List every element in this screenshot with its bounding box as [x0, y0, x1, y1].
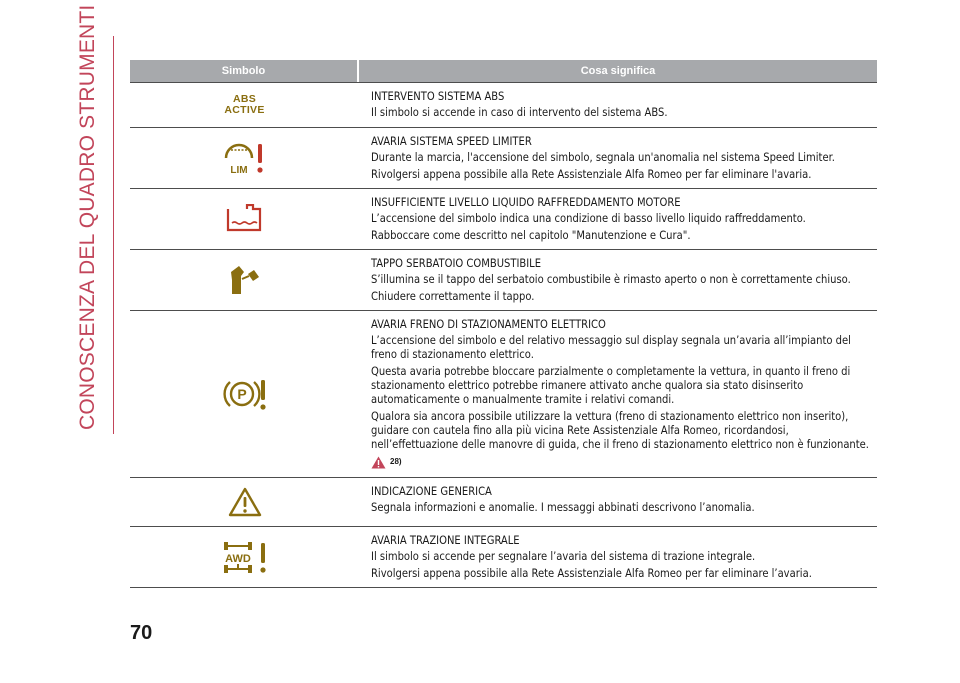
- symbol-cell: [130, 250, 359, 310]
- meaning-cell: [359, 83, 877, 127]
- row-title: INTERVENTO SISTEMA ABS: [371, 90, 505, 103]
- row-text: Il simbolo si accende per segnalare l’avaria del sistema di trazione integrale.: [371, 550, 756, 563]
- header-meaning: Cosa significa: [359, 60, 877, 82]
- row-text: Rabboccare come descritto nel capitolo "Manutenzione e Cura".: [371, 229, 691, 242]
- row-title: AVARIA SISTEMA SPEED LIMITER: [371, 135, 532, 148]
- meaning-cell: [359, 128, 877, 188]
- row-text: S’illumina se il tappo del serbatoio combustibile è rimasto aperto o non è correttamente chiuso.: [371, 273, 851, 286]
- speed-limiter-fault-icon: [222, 140, 268, 176]
- row-text: L’accensione del simbolo indica una condizione di basso livello liquido raffreddamento.: [371, 212, 806, 225]
- symbol-cell: [130, 83, 359, 127]
- row-title: INSUFFICIENTE LIVELLO LIQUIDO RAFFREDDAMENTO MOTORE: [371, 196, 681, 209]
- meaning-cell: [359, 189, 877, 249]
- table-row: [130, 250, 877, 311]
- row-text: Rivolgersi appena possibile alla Rete Assistenziale Alfa Romeo per far eliminare l’avaria.: [371, 567, 812, 580]
- row-title: TAPPO SERBATOIO COMBUSTIBILE: [371, 257, 542, 270]
- general-warning-icon: [228, 487, 262, 517]
- symbol-cell: [130, 527, 359, 587]
- row-text: Segnala informazioni e anomalie. I messaggi abbinati descrivono l’anomalia.: [371, 501, 755, 514]
- row-title: AVARIA FRENO DI STAZIONAMENTO ELETTRICO: [371, 318, 606, 331]
- table-row: [130, 527, 877, 588]
- symbol-cell: [130, 311, 359, 477]
- warning-triangle-icon: [371, 456, 386, 469]
- meaning-cell: [359, 250, 877, 310]
- table-row: [130, 82, 877, 128]
- warning-ref-number: 28): [390, 457, 402, 466]
- symbol-cell: [130, 128, 359, 188]
- abs-active-icon: ABS ACTIVE: [224, 93, 265, 116]
- header-symbol: Simbolo: [130, 60, 357, 82]
- meaning-cell: [359, 527, 877, 587]
- page-number: 70: [130, 622, 153, 644]
- section-title: CONOSCENZA DEL QUADRO STRUMENTI: [76, 4, 99, 430]
- fuel-cap-icon: [227, 262, 263, 298]
- row-text: Questa avaria potrebbe bloccare parzialmente o completamente la vettura, in quanto il freno di stazionamento elettrico potrebbe rimanere attivato anche qualora sia stato disinserito automaticamente o manualmente tramite i relativi comandi.: [371, 365, 851, 406]
- row-text: Il simbolo si accende in caso di intervento del sistema ABS.: [371, 106, 668, 119]
- electric-parking-brake-fault-icon: [223, 376, 267, 412]
- awd-fault-icon: [220, 539, 270, 575]
- coolant-level-icon: [225, 204, 265, 234]
- table-row: [130, 189, 877, 250]
- svg-text:LIM: LIM: [229, 165, 248, 176]
- meaning-cell: [359, 478, 877, 526]
- symbol-cell: [130, 478, 359, 526]
- table-header: [130, 60, 877, 82]
- row-title: INDICAZIONE GENERICA: [371, 485, 492, 498]
- svg-text:P: P: [236, 386, 247, 402]
- table-row: [130, 478, 877, 527]
- row-text: Qualora sia ancora possibile utilizzare la vettura (freno di stazionamento elettrico non inserito), guidare con cautela fino alla più vicina Rete Assistenziale Alfa Romeo, ricordandosi, nell’effettuazione delle manovre di guida, che il freno di stazionamento elettrico non è funzionante.: [371, 410, 869, 451]
- table-row: [130, 311, 877, 478]
- row-text: Rivolgersi appena possibile alla Rete Assistenziale Alfa Romeo per far eliminare l'avaria.: [371, 168, 812, 181]
- row-text: L’accensione del simbolo e del relativo messaggio sul display segnala un’avaria all’impianto del freno di stazionamento elettrico.: [371, 334, 851, 361]
- row-title: AVARIA TRAZIONE INTEGRALE: [371, 534, 520, 547]
- svg-text:AWD: AWD: [224, 553, 251, 565]
- symbols-table: [130, 60, 877, 588]
- symbol-cell: [130, 189, 359, 249]
- table-row: [130, 128, 877, 189]
- section-divider: [113, 36, 114, 434]
- meaning-cell: [359, 311, 877, 477]
- row-text: Chiudere correttamente il tappo.: [371, 290, 535, 303]
- warning-reference: [371, 455, 877, 469]
- row-text: Durante la marcia, l'accensione del simbolo, segnala un'anomalia nel sistema Speed Limiter.: [371, 151, 835, 164]
